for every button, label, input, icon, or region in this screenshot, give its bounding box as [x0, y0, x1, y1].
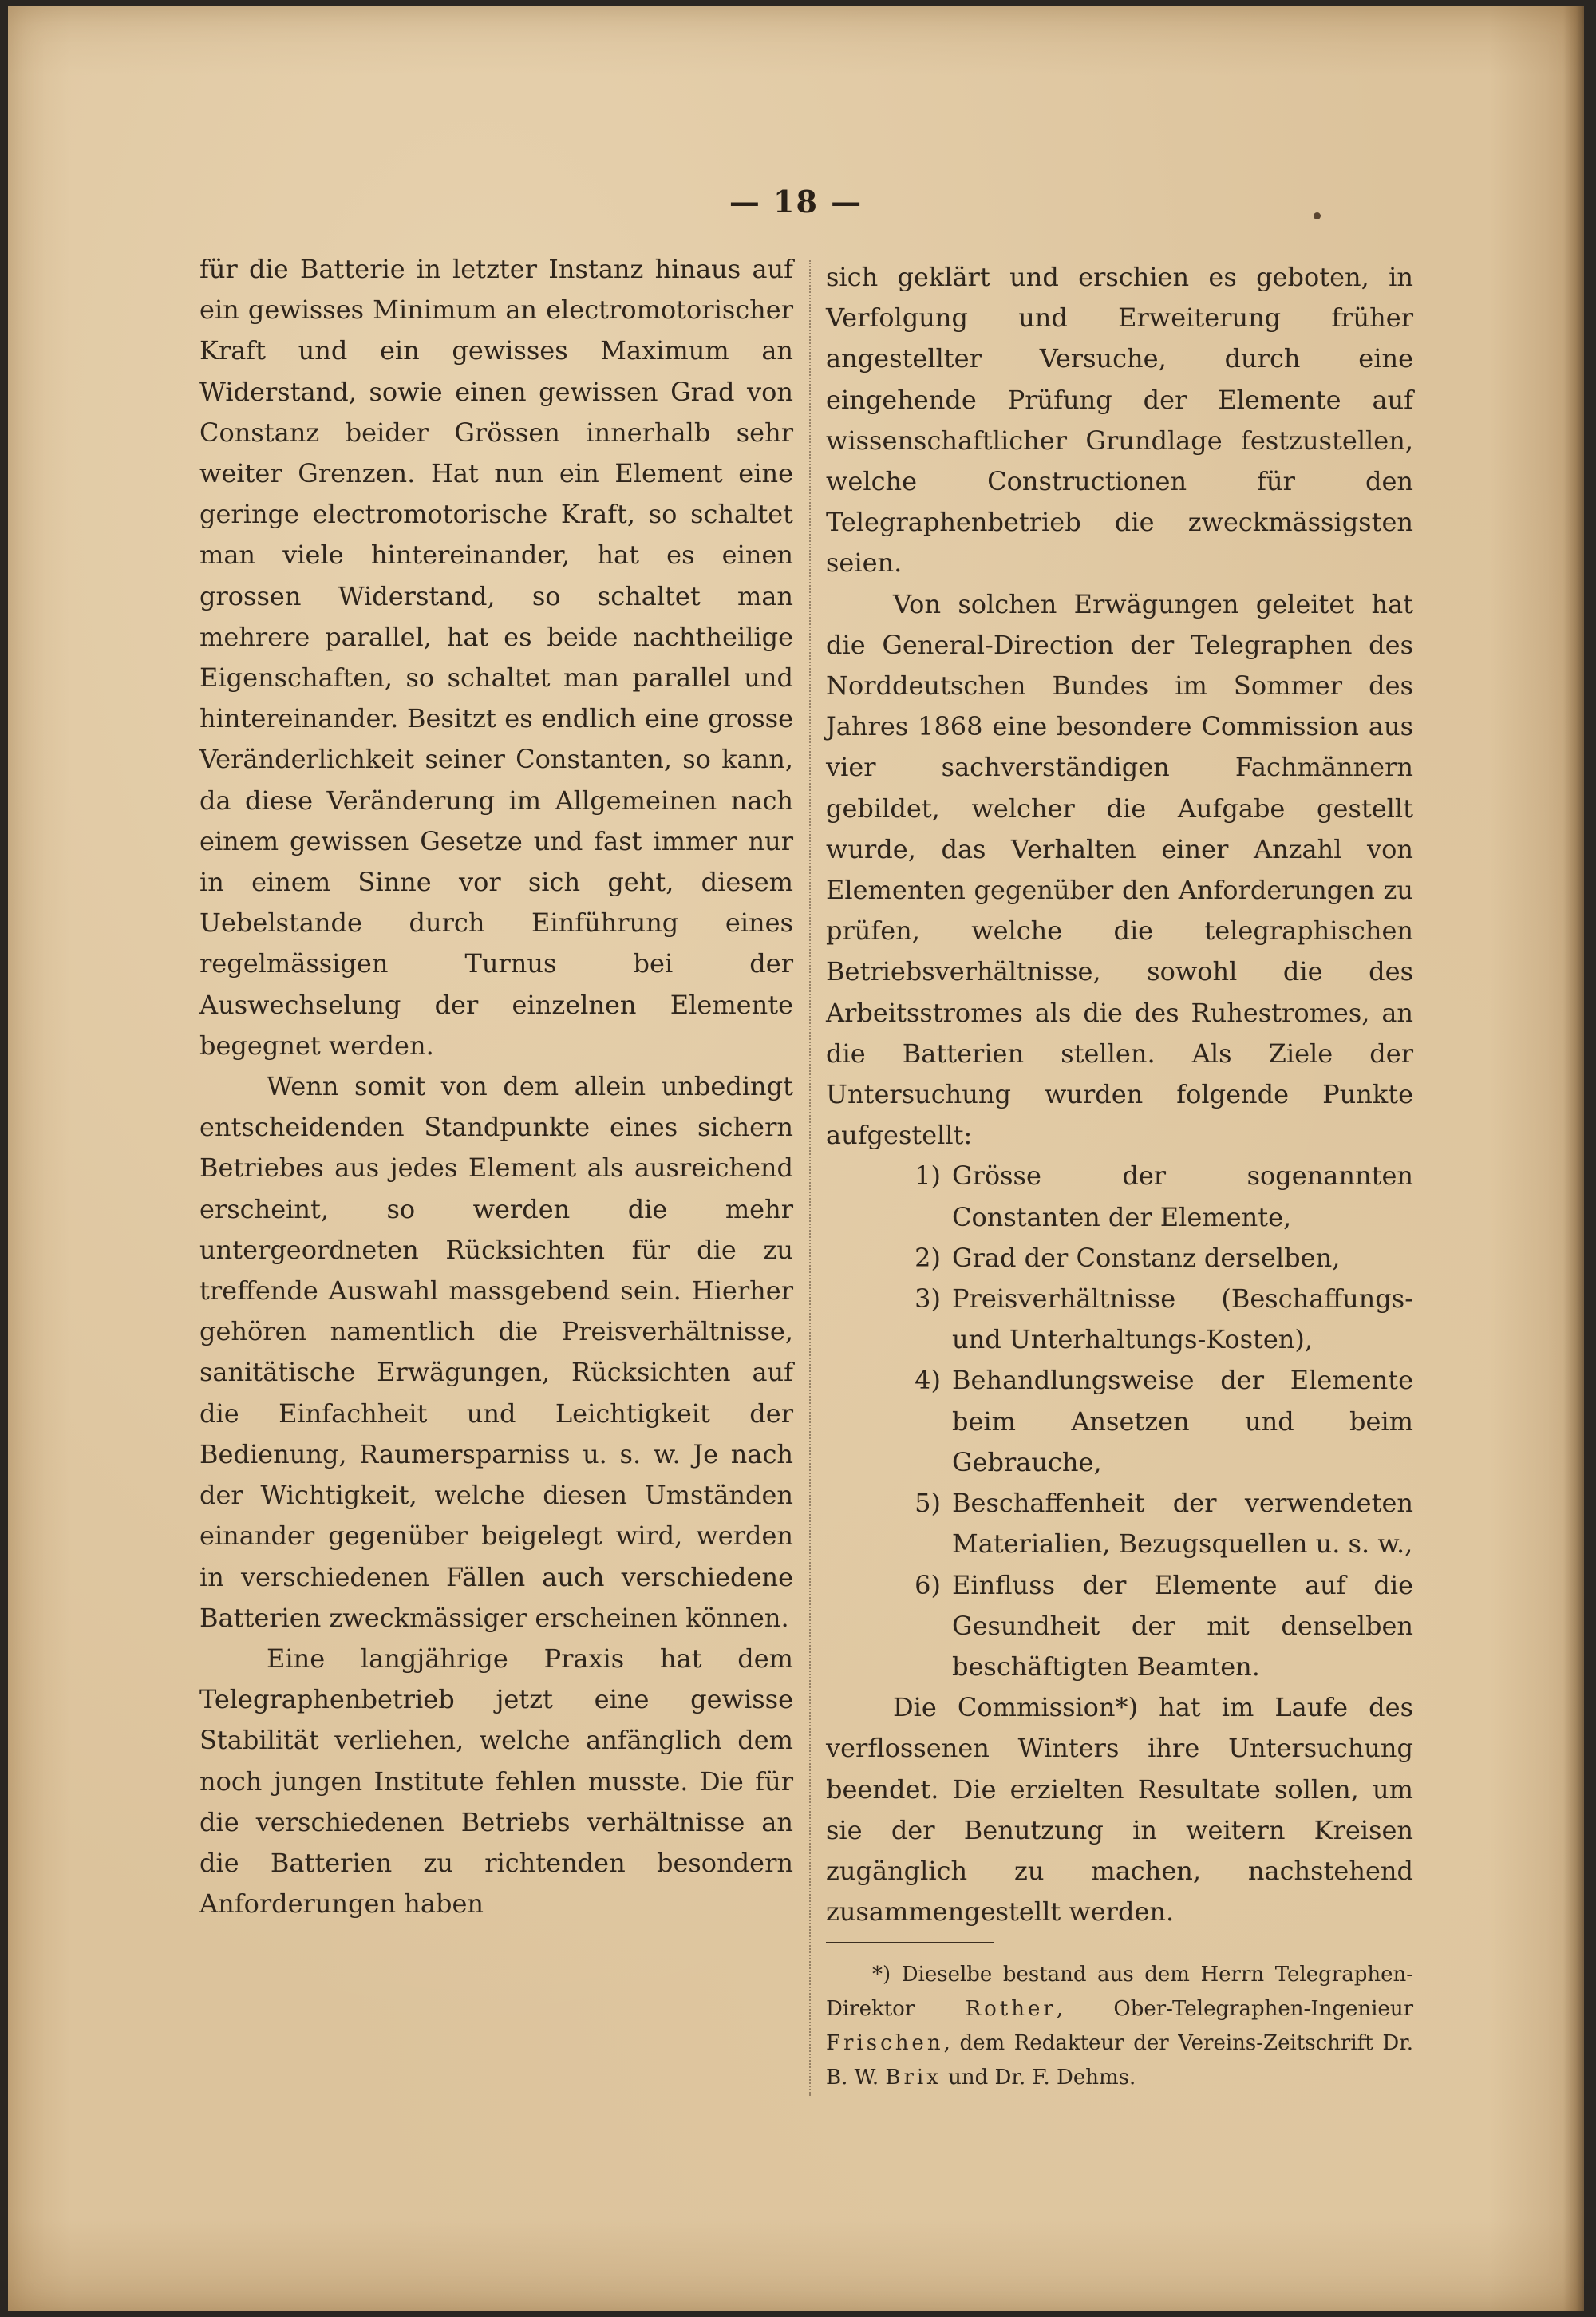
list-item [826, 1156, 1413, 1237]
list-item-text: Beschaffenheit der verwendeten Materialien, Bezugsquellen u. s. w., [952, 1488, 1413, 1560]
footnote-rule [826, 1942, 994, 1943]
right-paragraph-1: sich geklärt und erschien es geboten, in Verfolgung und Erweiterung früher angestellter Versuche, durch eine eingehende Prüfung der Elemente auf wissenschaftlicher Grundlage festzustellen, welche Constructionen für den Telegraphenbetrieb die zweckmässigsten seien. [826, 262, 1413, 579]
left-column [200, 249, 793, 1924]
right-paragraph-closing: Die Commission*) hat im Laufe des verflossenen Winters ihre Untersuchung beendet. Die erzielten Resultate sollen, um sie der Benutzung in weitern Kreisen zugänglich zu machen, nachstehend zusammengestellt werden. [826, 1692, 1413, 1928]
research-goals-list [826, 1156, 1413, 1687]
list-item-number: 5) [915, 1488, 941, 1519]
list-item-number: 3) [915, 1283, 941, 1315]
left-paragraph-3: Eine langjährige Praxis hat dem Telegraphenbetrieb jetzt eine gewisse Stabilität verliehen, welche anfänglich dem noch jungen Institute fehlen musste. Die für die verschiedenen Betriebs verhältnisse an die Batterien zu richtenden besondern Anforderungen haben [200, 1643, 793, 1920]
right-column [826, 257, 1413, 2095]
left-paragraph-2: Wenn somit von dem allein unbedingt entscheidenden Standpunkte eines sichern Betriebes aus jedes Element als ausreichend erscheint, so werden die mehr untergeordneten Rücksichten für die zu treffende Auswahl massgebend sein. Hierher gehören namentlich die Preisverhältnisse, sanitätische Erwägungen, Rücksichten auf die Einfachheit und Leichtigkeit der Bedienung, Raumersparniss u. s. w. Je nach der Wichtigkeit, welche diesen Umständen einander gegenüber beigelegt wird, werden in verschiedenen Fällen auch verschiedene Batterien zweckmässiger erscheinen können. [200, 1071, 793, 1633]
list-item-number: 2) [915, 1242, 941, 1273]
list-item-text: Preisverhältnisse (Beschaffungs- und Unterhaltungs-Kosten), [952, 1283, 1413, 1355]
list-item-text: Grösse der sogenannten Constanten der Elemente, [952, 1160, 1413, 1232]
footnote-text: , Ober-Telegraphen-Ingenieur [1056, 1997, 1413, 2022]
list-item-text: Behandlungsweise der Elemente beim Ansetzen und beim Gebrauche, [952, 1365, 1413, 1477]
right-paragraph-2: Von solchen Erwägungen geleitet hat die General-Direction der Telegraphen des Norddeutschen Bundes im Sommer des Jahres 1868 eine besondere Commission aus vier sachverständigen Fachmännern gebildet, welcher die Aufgabe gestellt wurde, das Verhalten einer Anzahl von Elementen gegenüber den Anforderungen zu prüfen, welche die telegraphischen Betriebsverhältnisse, sowohl die des Arbeitsstromes als die des Ruhestromes, an die Batterien stellen. Als Ziele der Untersuchung wurden folgende Punkte aufgestellt: [826, 588, 1413, 1151]
footnote-name-frischen: Frischen [826, 2031, 944, 2056]
footnote [826, 1958, 1413, 2095]
list-item-text: Einfluss der Elemente auf die Gesundheit der mit denselben beschäftigten Beamten. [952, 1569, 1413, 1682]
left-paragraph-1: für die Batterie in letzter Instanz hinaus auf ein gewisses Minimum an electromotorischer Kraft und ein gewisses Maximum an Widerstand, sowie einen gewissen Grad von Constanz beider Grössen innerhalb sehr weiter Grenzen. Hat nun ein Element eine geringe electromotorische Kraft, so schaltet man viele hintereinander, hat es einen grossen Widerstand, so schaltet man mehrere parallel, hat es beide nachtheilige Eigenschaften, so schaltet man parallel und hintereinander. Besitzt es endlich eine grosse Veränderlichkeit seiner Constanten, so kann, da diese Veränderung im Allgemeinen nach einem gewissen Gesetze und fast immer nur in einem Sinne vor sich geht, diesem Uebelstande durch Einführung eines regelmässigen Turnus bei der Auswechselung der einzelnen Elemente begegnet werden. [200, 254, 793, 1061]
document-page [8, 6, 1584, 2311]
page-edge-wear [1563, 6, 1584, 2311]
list-item [826, 1483, 1413, 1564]
page-number: — 18 — [729, 184, 863, 219]
footnote-text: und Dr. F. Dehms. [941, 2066, 1136, 2090]
footnote-text: *) Dieselbe bestand aus dem Herrn Telegraphen-Direktor [826, 1963, 1413, 2022]
footnote-name-rother: Rother [965, 1997, 1057, 2022]
list-item [826, 1360, 1413, 1483]
list-item [826, 1565, 1413, 1688]
list-item [826, 1279, 1413, 1360]
footnote-text: , dem Redakteur der Vereins-Zeitschrift Dr. B. W. [826, 2031, 1413, 2090]
column-divider [809, 260, 811, 2096]
list-item [826, 1238, 1413, 1279]
list-item-text: Grad der Constanz derselben, [952, 1242, 1341, 1273]
footnote-name-brix: Brix [885, 2066, 942, 2090]
list-item-number: 4) [915, 1365, 941, 1396]
list-item-number: 1) [915, 1160, 941, 1192]
list-item-number: 6) [915, 1569, 941, 1600]
